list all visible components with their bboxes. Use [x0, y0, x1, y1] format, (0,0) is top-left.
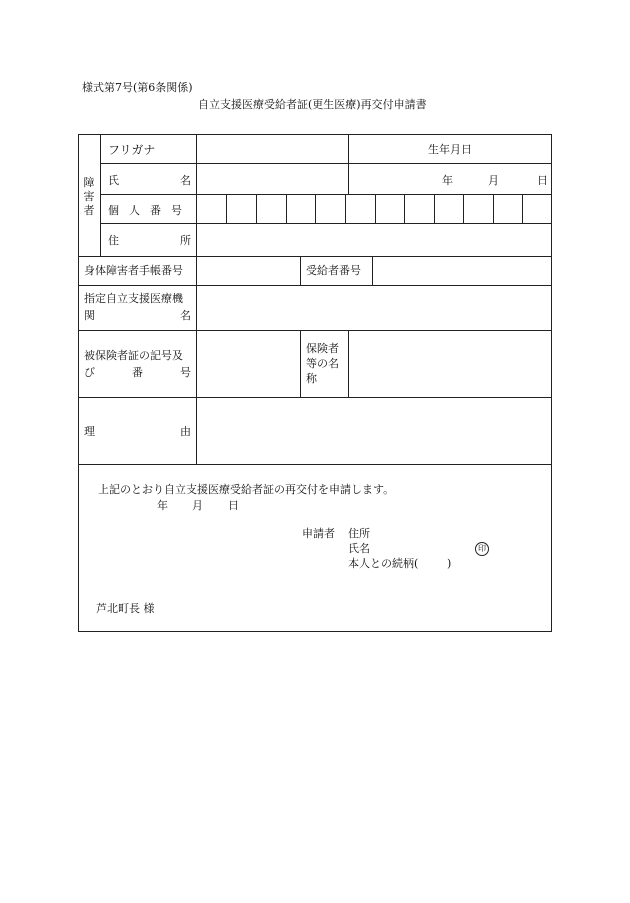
table-border-top [78, 134, 552, 135]
birthdate-label: 生年月日 [428, 143, 472, 156]
digit-box-divider [493, 194, 494, 223]
insurance-number-label-line1: 被保険者証の記号及 [84, 349, 183, 362]
application-day-unit: 日 [228, 499, 239, 512]
relation-label: 本人との続柄( [348, 557, 419, 570]
table-border-right [551, 134, 552, 632]
digit-box-divider [434, 194, 435, 223]
insurance-number-label-line2a: び [84, 366, 95, 379]
application-month-unit: 月 [192, 499, 203, 512]
insurer-name-label-line3: 称 [306, 372, 317, 385]
row-divider [78, 464, 552, 465]
application-year-unit: 年 [157, 499, 168, 512]
applicant-address-label: 住所 [348, 527, 370, 540]
col-divider [348, 134, 349, 194]
table-border-bottom [78, 631, 552, 632]
seal-mark: 印 [475, 542, 489, 556]
col-divider [300, 330, 301, 397]
insurer-name-label-line1: 保険者 [306, 342, 339, 355]
digit-box-divider [345, 194, 346, 223]
row-divider [78, 397, 552, 398]
applicant-label: 申請者 [302, 527, 335, 540]
col-divider [348, 330, 349, 397]
insurer-name-label-line2: 等の名 [306, 357, 339, 370]
digit-box-divider [226, 194, 227, 223]
declaration-statement: 上記のとおり自立支援医療受給者証の再交付を申請します。 [98, 483, 395, 496]
col-divider [100, 134, 101, 256]
recipient-number-label: 受給者番号 [306, 264, 361, 277]
table-border-left [78, 134, 79, 632]
digit-box-divider [463, 194, 464, 223]
address-label-b: 所 [180, 234, 191, 247]
row-divider [78, 285, 552, 286]
furigana-label: フリガナ [108, 143, 156, 157]
birth-day-unit: 日 [537, 174, 548, 187]
addressee: 芦北町長 様 [96, 602, 155, 615]
insurance-number-label-line2b: 番 [132, 366, 143, 379]
name-label-a: 氏 [108, 174, 119, 187]
reason-label-b: 由 [180, 425, 191, 438]
digit-box-divider [315, 194, 316, 223]
designated-institution-label-line1: 指定自立支援医療機 [84, 292, 183, 305]
col-divider [196, 134, 197, 464]
designated-institution-label-line2b: 名 [180, 309, 191, 322]
row-divider [100, 163, 552, 164]
col-divider [372, 256, 373, 285]
reason-label-a: 理 [84, 425, 95, 438]
row-divider [100, 223, 552, 224]
form-number: 様式第7号(第6条関係) [82, 81, 193, 94]
personal-number-label: 個人番号 [108, 204, 192, 217]
digit-box-divider [286, 194, 287, 223]
row-divider [78, 256, 552, 257]
applicant-name-label: 氏名 [348, 542, 370, 555]
birth-month-unit: 月 [488, 174, 499, 187]
insurance-number-label-line2c: 号 [180, 366, 191, 379]
digit-box-divider [522, 194, 523, 223]
designated-institution-label-line2a: 関 [84, 309, 95, 322]
digit-box-divider [256, 194, 257, 223]
col-divider [300, 256, 301, 285]
name-label-b: 名 [180, 174, 191, 187]
relation-close: ) [447, 557, 452, 570]
digit-box-divider [375, 194, 376, 223]
handbook-number-label: 身体障害者手帳番号 [84, 264, 183, 277]
form-title: 自立支援医療受給者証(更生医療)再交付申請書 [198, 98, 427, 111]
address-label-a: 住 [108, 234, 119, 247]
row-divider [78, 330, 552, 331]
row-divider [100, 194, 552, 195]
section-label-disabled-person: 障害者 [83, 176, 95, 217]
birth-year-unit: 年 [442, 174, 453, 187]
digit-box-divider [404, 194, 405, 223]
